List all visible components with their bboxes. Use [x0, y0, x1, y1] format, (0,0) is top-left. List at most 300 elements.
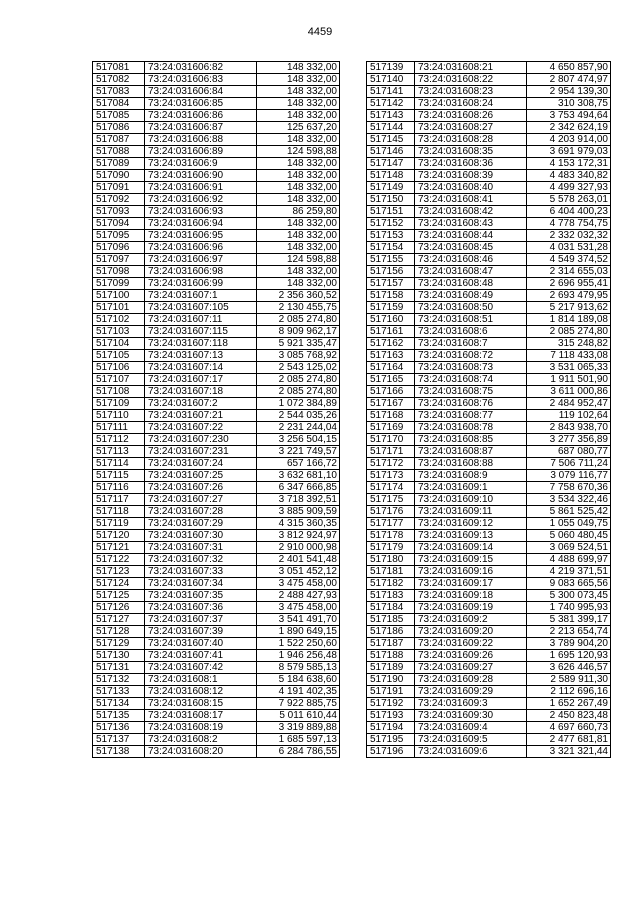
cadastral-value: 2 332 032,32 [527, 230, 611, 242]
record-number: 517118 [93, 506, 145, 518]
cadastral-number: 73:24:031608:21 [415, 62, 527, 74]
record-number: 517183 [367, 590, 415, 602]
table-row [93, 386, 340, 398]
cadastral-number: 73:24:031607:231 [145, 446, 257, 458]
record-number: 517162 [367, 338, 415, 350]
table-row [367, 86, 611, 98]
record-number: 517170 [367, 434, 415, 446]
table-row [93, 482, 340, 494]
record-number: 517108 [93, 386, 145, 398]
table-row [367, 578, 611, 590]
cadastral-number: 73:24:031606:96 [145, 242, 257, 254]
cadastral-value: 2 130 455,75 [257, 302, 340, 314]
cadastral-number: 73:24:031607:37 [145, 614, 257, 626]
cadastral-number: 73:24:031607:21 [145, 410, 257, 422]
cadastral-value: 3 319 889,88 [257, 722, 340, 734]
cadastral-number: 73:24:031607:14 [145, 362, 257, 374]
table-row [93, 302, 340, 314]
cadastral-number: 73:24:031608:27 [415, 122, 527, 134]
cadastral-value: 3 277 356,89 [527, 434, 611, 446]
cadastral-value: 4 315 360,35 [257, 518, 340, 530]
table-row [93, 566, 340, 578]
cadastral-value: 2 231 244,04 [257, 422, 340, 434]
cadastral-number: 73:24:031608:46 [415, 254, 527, 266]
record-number: 517157 [367, 278, 415, 290]
cadastral-value: 2 693 479,95 [527, 290, 611, 302]
cadastral-value: 7 922 885,75 [257, 698, 340, 710]
cadastral-value: 5 184 638,60 [257, 674, 340, 686]
table-row [367, 638, 611, 650]
record-number: 517153 [367, 230, 415, 242]
table-row [367, 398, 611, 410]
cadastral-number: 73:24:031608:41 [415, 194, 527, 206]
table-row [93, 626, 340, 638]
record-number: 517132 [93, 674, 145, 686]
record-number: 517096 [93, 242, 145, 254]
record-number: 517117 [93, 494, 145, 506]
cadastral-value: 148 332,00 [257, 230, 340, 242]
record-number: 517165 [367, 374, 415, 386]
record-number: 517148 [367, 170, 415, 182]
record-number: 517089 [93, 158, 145, 170]
table-row [93, 218, 340, 230]
cadastral-number: 73:24:031606:95 [145, 230, 257, 242]
table-row [93, 722, 340, 734]
record-number: 517105 [93, 350, 145, 362]
table-row [93, 314, 340, 326]
table-row [367, 386, 611, 398]
table-row [367, 446, 611, 458]
cadastral-value: 3 221 749,57 [257, 446, 340, 458]
record-number: 517095 [93, 230, 145, 242]
table-row [367, 374, 611, 386]
table-row [93, 350, 340, 362]
cadastral-value: 2 843 938,70 [527, 422, 611, 434]
cadastral-value: 148 332,00 [257, 86, 340, 98]
cadastral-number: 73:24:031609:20 [415, 626, 527, 638]
record-number: 517181 [367, 566, 415, 578]
cadastral-number: 73:24:031607:22 [145, 422, 257, 434]
record-number: 517192 [367, 698, 415, 710]
cadastral-number: 73:24:031606:9 [145, 158, 257, 170]
table-row [367, 98, 611, 110]
table-row [93, 542, 340, 554]
table-row [93, 170, 340, 182]
cadastral-value: 148 332,00 [257, 182, 340, 194]
cadastral-value: 8 909 962,17 [257, 326, 340, 338]
cadastral-number: 73:24:031606:91 [145, 182, 257, 194]
cadastral-value: 3 085 768,92 [257, 350, 340, 362]
record-number: 517099 [93, 278, 145, 290]
cadastral-value: 657 166,72 [257, 458, 340, 470]
record-number: 517154 [367, 242, 415, 254]
cadastral-number: 73:24:031607:31 [145, 542, 257, 554]
cadastral-number: 73:24:031606:87 [145, 122, 257, 134]
cadastral-value: 2 342 624,19 [527, 122, 611, 134]
table-row [93, 158, 340, 170]
cadastral-number: 73:24:031607:33 [145, 566, 257, 578]
cadastral-value: 1 814 189,08 [527, 314, 611, 326]
cadastral-value: 4 778 754,75 [527, 218, 611, 230]
cadastral-number: 73:24:031608:1 [145, 674, 257, 686]
cadastral-value: 2 085 274,80 [527, 326, 611, 338]
table-row [367, 506, 611, 518]
cadastral-value: 2 356 360,52 [257, 290, 340, 302]
record-number: 517103 [93, 326, 145, 338]
cadastral-number: 73:24:031607:28 [145, 506, 257, 518]
record-number: 517112 [93, 434, 145, 446]
cadastral-value: 3 812 924,97 [257, 530, 340, 542]
cadastral-number: 73:24:031606:89 [145, 146, 257, 158]
cadastral-value: 1 890 649,15 [257, 626, 340, 638]
table-row [367, 410, 611, 422]
table-row [93, 506, 340, 518]
table-row [93, 206, 340, 218]
cadastral-value: 3 885 909,59 [257, 506, 340, 518]
cadastral-value: 5 300 073,45 [527, 590, 611, 602]
cadastral-value: 148 332,00 [257, 242, 340, 254]
cadastral-value: 2 085 274,80 [257, 374, 340, 386]
table-row [367, 218, 611, 230]
table-row [367, 158, 611, 170]
cadastral-number: 73:24:031606:97 [145, 254, 257, 266]
table-row [367, 554, 611, 566]
cadastral-number: 73:24:031607:115 [145, 326, 257, 338]
record-number: 517126 [93, 602, 145, 614]
table-row [93, 146, 340, 158]
record-number: 517194 [367, 722, 415, 734]
cadastral-value: 148 332,00 [257, 110, 340, 122]
record-number: 517141 [367, 86, 415, 98]
record-number: 517163 [367, 350, 415, 362]
record-number: 517119 [93, 518, 145, 530]
record-number: 517195 [367, 734, 415, 746]
cadastral-value: 310 308,75 [527, 98, 611, 110]
cadastral-number: 73:24:031606:84 [145, 86, 257, 98]
cadastral-value: 5 578 263,01 [527, 194, 611, 206]
table-row [367, 458, 611, 470]
table-row [367, 494, 611, 506]
table-row [367, 530, 611, 542]
record-number: 517088 [93, 146, 145, 158]
table-row [93, 470, 340, 482]
cadastral-value: 1 946 256,48 [257, 650, 340, 662]
record-number: 517159 [367, 302, 415, 314]
cadastral-number: 73:24:031609:30 [415, 710, 527, 722]
cadastral-value: 2 213 654,74 [527, 626, 611, 638]
table-row [367, 650, 611, 662]
record-number: 517182 [367, 578, 415, 590]
cadastral-value: 2 085 274,80 [257, 386, 340, 398]
table-row [93, 458, 340, 470]
table-row [93, 110, 340, 122]
record-number: 517115 [93, 470, 145, 482]
cadastral-value: 4 191 402,35 [257, 686, 340, 698]
record-number: 517113 [93, 446, 145, 458]
cadastral-value: 2 477 681,81 [527, 734, 611, 746]
table-row [93, 374, 340, 386]
cadastral-value: 148 332,00 [257, 158, 340, 170]
cadastral-number: 73:24:031609:1 [415, 482, 527, 494]
cadastral-number: 73:24:031607:230 [145, 434, 257, 446]
record-number: 517134 [93, 698, 145, 710]
record-number: 517161 [367, 326, 415, 338]
table-row [367, 662, 611, 674]
registry-table-left [92, 61, 340, 758]
cadastral-value: 2 954 139,30 [527, 86, 611, 98]
table-row [93, 326, 340, 338]
cadastral-number: 73:24:031606:94 [145, 218, 257, 230]
table-row [93, 434, 340, 446]
record-number: 517193 [367, 710, 415, 722]
cadastral-value: 6 284 786,55 [257, 746, 340, 758]
cadastral-number: 73:24:031608:88 [415, 458, 527, 470]
cadastral-number: 73:24:031609:16 [415, 566, 527, 578]
cadastral-number: 73:24:031607:40 [145, 638, 257, 650]
page-number: 4459 [307, 26, 333, 38]
cadastral-value: 148 332,00 [257, 74, 340, 86]
table-row [93, 338, 340, 350]
record-number: 517158 [367, 290, 415, 302]
table-row [367, 110, 611, 122]
record-number: 517133 [93, 686, 145, 698]
cadastral-value: 2 085 274,80 [257, 314, 340, 326]
cadastral-number: 73:24:031607:35 [145, 590, 257, 602]
cadastral-number: 73:24:031609:10 [415, 494, 527, 506]
table-row [367, 338, 611, 350]
cadastral-number: 73:24:031606:86 [145, 110, 257, 122]
cadastral-number: 73:24:031608:44 [415, 230, 527, 242]
record-number: 517156 [367, 266, 415, 278]
table-row [93, 518, 340, 530]
record-number: 517125 [93, 590, 145, 602]
cadastral-value: 7 758 670,36 [527, 482, 611, 494]
record-number: 517185 [367, 614, 415, 626]
cadastral-number: 73:24:031607:118 [145, 338, 257, 350]
table-row [93, 398, 340, 410]
table-row [93, 686, 340, 698]
table-row [367, 302, 611, 314]
cadastral-number: 73:24:031608:73 [415, 362, 527, 374]
table-row [93, 98, 340, 110]
cadastral-number: 73:24:031608:87 [415, 446, 527, 458]
cadastral-number: 73:24:031607:11 [145, 314, 257, 326]
cadastral-value: 2 401 541,48 [257, 554, 340, 566]
table-row [367, 122, 611, 134]
cadastral-value: 7 118 433,08 [527, 350, 611, 362]
cadastral-number: 73:24:031608:20 [145, 746, 257, 758]
record-number: 517136 [93, 722, 145, 734]
table-row [93, 590, 340, 602]
table-row [367, 746, 611, 758]
cadastral-number: 73:24:031609:4 [415, 722, 527, 734]
cadastral-value: 124 598,88 [257, 254, 340, 266]
cadastral-number: 73:24:031608:51 [415, 314, 527, 326]
cadastral-value: 3 051 452,12 [257, 566, 340, 578]
record-number: 517143 [367, 110, 415, 122]
cadastral-value: 4 650 857,90 [527, 62, 611, 74]
cadastral-value: 8 579 585,13 [257, 662, 340, 674]
record-number: 517184 [367, 602, 415, 614]
cadastral-value: 2 589 911,30 [527, 674, 611, 686]
cadastral-value: 3 069 524,51 [527, 542, 611, 554]
cadastral-value: 148 332,00 [257, 98, 340, 110]
table-row [367, 242, 611, 254]
record-number: 517098 [93, 266, 145, 278]
cadastral-value: 1 740 995,93 [527, 602, 611, 614]
cadastral-value: 3 534 322,46 [527, 494, 611, 506]
cadastral-value: 2 450 823,48 [527, 710, 611, 722]
record-number: 517135 [93, 710, 145, 722]
cadastral-value: 1 072 384,89 [257, 398, 340, 410]
table-row [367, 362, 611, 374]
cadastral-number: 73:24:031608:39 [415, 170, 527, 182]
cadastral-number: 73:24:031608:43 [415, 218, 527, 230]
cadastral-number: 73:24:031609:18 [415, 590, 527, 602]
record-number: 517144 [367, 122, 415, 134]
table-row [93, 266, 340, 278]
record-number: 517097 [93, 254, 145, 266]
cadastral-number: 73:24:031607:24 [145, 458, 257, 470]
cadastral-number: 73:24:031607:39 [145, 626, 257, 638]
cadastral-value: 2 484 952,47 [527, 398, 611, 410]
cadastral-number: 73:24:031607:42 [145, 662, 257, 674]
cadastral-number: 73:24:031608:48 [415, 278, 527, 290]
cadastral-number: 73:24:031609:27 [415, 662, 527, 674]
table-row [93, 602, 340, 614]
cadastral-number: 73:24:031608:72 [415, 350, 527, 362]
table-row [93, 182, 340, 194]
table-row [367, 62, 611, 74]
record-number: 517186 [367, 626, 415, 638]
cadastral-value: 4 031 531,28 [527, 242, 611, 254]
cadastral-number: 73:24:031606:83 [145, 74, 257, 86]
cadastral-value: 1 685 597,13 [257, 734, 340, 746]
cadastral-value: 148 332,00 [257, 266, 340, 278]
cadastral-value: 2 314 655,03 [527, 266, 611, 278]
table-row [367, 518, 611, 530]
table-row [367, 722, 611, 734]
table-row [367, 326, 611, 338]
cadastral-number: 73:24:031607:41 [145, 650, 257, 662]
record-number: 517145 [367, 134, 415, 146]
record-number: 517120 [93, 530, 145, 542]
table-row [367, 542, 611, 554]
cadastral-number: 73:24:031606:99 [145, 278, 257, 290]
table-row [367, 626, 611, 638]
cadastral-number: 73:24:031609:2 [415, 614, 527, 626]
registry-table-right [366, 61, 611, 758]
cadastral-number: 73:24:031609:5 [415, 734, 527, 746]
cadastral-value: 1 055 049,75 [527, 518, 611, 530]
record-number: 517083 [93, 86, 145, 98]
record-number: 517123 [93, 566, 145, 578]
record-number: 517173 [367, 470, 415, 482]
record-number: 517082 [93, 74, 145, 86]
cadastral-number: 73:24:031608:12 [145, 686, 257, 698]
cadastral-number: 73:24:031609:29 [415, 686, 527, 698]
cadastral-number: 73:24:031608:6 [415, 326, 527, 338]
record-number: 517110 [93, 410, 145, 422]
table-row [93, 410, 340, 422]
cadastral-number: 73:24:031608:78 [415, 422, 527, 434]
record-number: 517122 [93, 554, 145, 566]
table-row [93, 578, 340, 590]
cadastral-number: 73:24:031607:1 [145, 290, 257, 302]
table-row [367, 146, 611, 158]
cadastral-value: 5 060 480,45 [527, 530, 611, 542]
record-number: 517127 [93, 614, 145, 626]
cadastral-value: 3 626 446,57 [527, 662, 611, 674]
table-row [367, 434, 611, 446]
table-row [93, 254, 340, 266]
cadastral-number: 73:24:031609:19 [415, 602, 527, 614]
table-row [93, 86, 340, 98]
record-number: 517146 [367, 146, 415, 158]
table-row [367, 266, 611, 278]
record-number: 517160 [367, 314, 415, 326]
table-row [93, 554, 340, 566]
cadastral-value: 2 112 696,16 [527, 686, 611, 698]
record-number: 517131 [93, 662, 145, 674]
cadastral-number: 73:24:031608:26 [415, 110, 527, 122]
cadastral-number: 73:24:031609:11 [415, 506, 527, 518]
cadastral-number: 73:24:031607:25 [145, 470, 257, 482]
record-number: 517179 [367, 542, 415, 554]
cadastral-value: 5 217 913,62 [527, 302, 611, 314]
cadastral-number: 73:24:031608:75 [415, 386, 527, 398]
table-row [367, 290, 611, 302]
cadastral-value: 3 531 065,33 [527, 362, 611, 374]
cadastral-value: 2 807 474,97 [527, 74, 611, 86]
cadastral-number: 73:24:031607:26 [145, 482, 257, 494]
record-number: 517094 [93, 218, 145, 230]
cadastral-number: 73:24:031609:13 [415, 530, 527, 542]
table-row [367, 590, 611, 602]
cadastral-number: 73:24:031608:7 [415, 338, 527, 350]
cadastral-number: 73:24:031609:3 [415, 698, 527, 710]
cadastral-value: 1 522 250,60 [257, 638, 340, 650]
cadastral-value: 4 697 660,73 [527, 722, 611, 734]
table-row [367, 566, 611, 578]
record-number: 517121 [93, 542, 145, 554]
record-number: 517101 [93, 302, 145, 314]
record-number: 517150 [367, 194, 415, 206]
cadastral-number: 73:24:031608:47 [415, 266, 527, 278]
cadastral-number: 73:24:031608:19 [145, 722, 257, 734]
record-number: 517084 [93, 98, 145, 110]
cadastral-value: 1 652 267,49 [527, 698, 611, 710]
table-row [367, 314, 611, 326]
cadastral-number: 73:24:031607:18 [145, 386, 257, 398]
record-number: 517164 [367, 362, 415, 374]
record-number: 517175 [367, 494, 415, 506]
cadastral-number: 73:24:031606:85 [145, 98, 257, 110]
cadastral-number: 73:24:031608:17 [145, 710, 257, 722]
cadastral-number: 73:24:031608:36 [415, 158, 527, 170]
cadastral-value: 3 321 321,44 [527, 746, 611, 758]
table-row [93, 746, 340, 758]
table-row [367, 194, 611, 206]
cadastral-number: 73:24:031607:105 [145, 302, 257, 314]
record-number: 517114 [93, 458, 145, 470]
cadastral-number: 73:24:031608:42 [415, 206, 527, 218]
record-number: 517090 [93, 170, 145, 182]
record-number: 517176 [367, 506, 415, 518]
table-row [367, 614, 611, 626]
table-row [367, 254, 611, 266]
cadastral-number: 73:24:031608:77 [415, 410, 527, 422]
